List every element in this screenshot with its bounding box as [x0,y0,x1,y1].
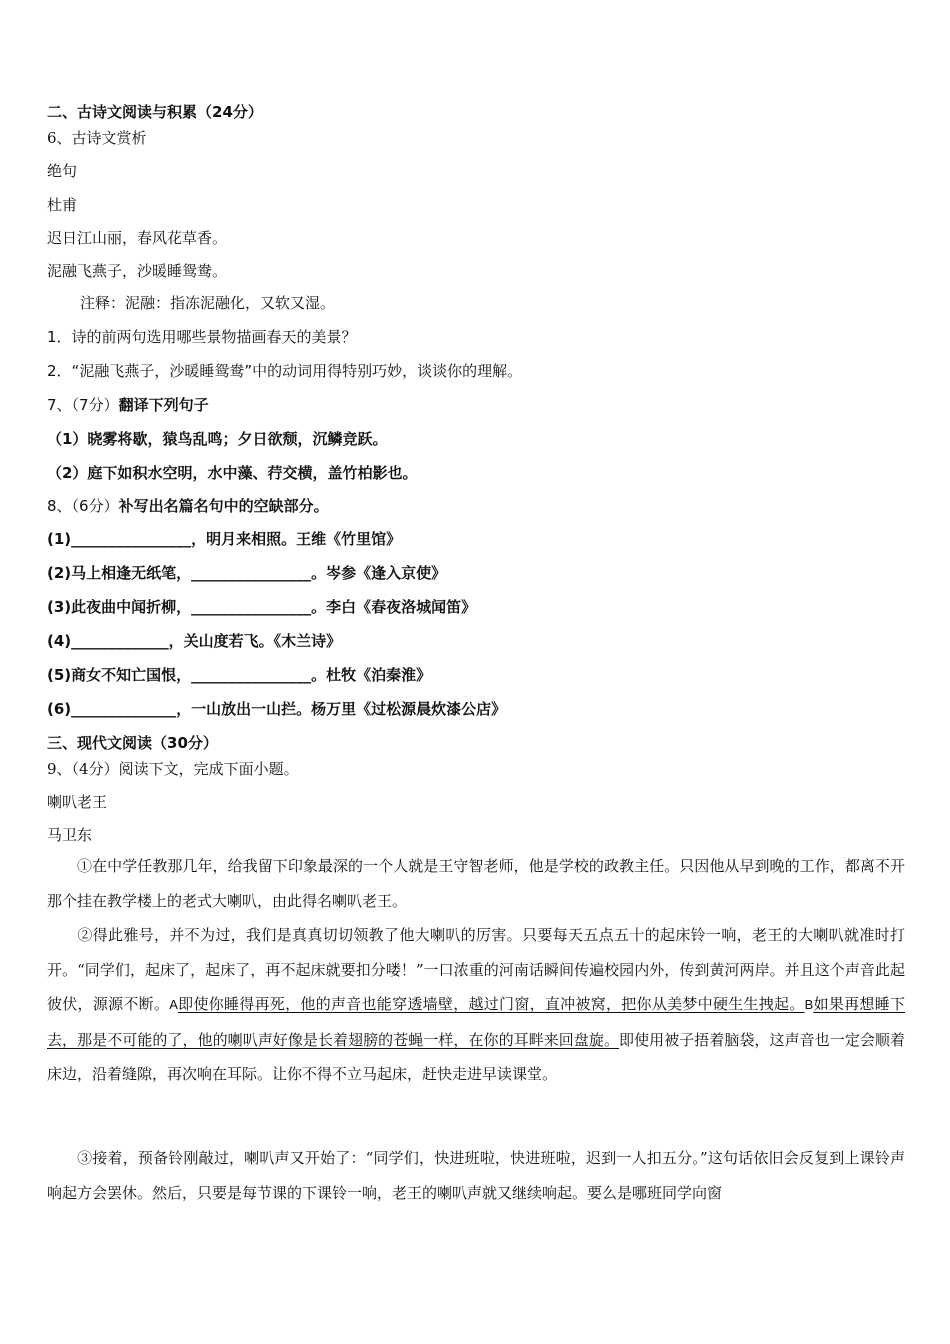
poem-note: 注释：泥融：指冻泥融化，又软又湿。 [80,294,336,312]
q8-prefix: 8、（6分） [47,497,119,515]
poem-line-1: 迟日江山丽，春风花草香。 [47,229,228,247]
article-paragraph-2 [47,918,905,1092]
paragraph-2-outro: 即使用被子捂着脑袋，这声音也一定会顺着床边，沿着缝隙，再次响在耳际。让你不得不立马起床，赶快走进早读课堂。 [47,1030,905,1083]
q8-item-5: (5)商女不知亡国恨，________________。杜牧《泊秦淮》 [47,666,432,684]
underline-label-b: B [804,997,814,1012]
q8-item-6: (6)______________，一山放出一山拦。杨万里《过松源晨炊漆公店》 [47,700,507,718]
q7-sentence-2: （2）庭下如积水空明，水中藻、荇交横，盖竹柏影也。 [47,464,418,482]
q7-heading-line [47,395,209,415]
q8-item-4: (4)_____________，关山度若飞。《木兰诗》 [47,632,342,650]
q7-sentence-1: （1）晓雾将歇，猿鸟乱鸣；夕日欲颓，沉鳞竞跃。 [47,430,388,448]
q8-item-1: (1)________________，明月来相照。王维《竹里馆》 [47,530,402,548]
article-title: 喇叭老王 [47,793,108,811]
q7-prefix: 7、（7分） [47,396,119,414]
article-paragraph-3 [47,1141,905,1210]
paragraph-3-text: ③接着，预备铃刚敲过，喇叭声又开始了：“同学们，快进班啦，快进班啦，迟到一人扣五分。”这句话依旧会反复到上课铃声响起方会罢休。然后，只要是每节课的下课铃一响，老王的喇叭声就又继续响起。要么是哪班同学向窗 [47,1149,905,1202]
q8-heading-line [47,496,329,516]
paragraph-1-text: ①在中学任教那几年，给我留下印象最深的一个人就是王守智老师，他是学校的政教主任。只因他从早到晚的工作，都离不开那个挂在教学楼上的老式大喇叭，由此得名喇叭老王。 [47,857,905,910]
underline-label-a: A [169,997,178,1012]
poem-author: 杜甫 [47,196,78,214]
paragraph-2-intro: ②得此雅号，并不为过，我们是真真切切领教了他大喇叭的厉害。只要每天五点五十的起床铃一响，老王的大喇叭就准时打开。“同学们，起床了，起床了，再不起床就要扣分喽！”一口浓重的河南话瞬间传遍校园内外，传到黄河两岸。并且这个声音此起彼伏，源源不断。 [47,926,905,1013]
poem-title: 绝句 [47,162,78,180]
article-author: 马卫东 [47,826,93,844]
q8-item-3: (3)此夜曲中闻折柳，________________。李白《春夜洛城闻笛》 [47,598,477,616]
article-paragraph-1 [47,849,905,918]
q8-heading: 补写出名篇名句中的空缺部分。 [118,497,329,515]
section3-title: 三、现代文阅读（30分） [47,734,218,752]
q6-heading: 6、古诗文赏析 [47,129,147,147]
poem-line-2: 泥融飞燕子，沙暖睡鸳鸯。 [47,262,228,280]
underlined-sentence-a: 即使你睡得再死，他的声音也能穿透墙壁，越过门窗，直冲被窝，把你从美梦中硬生生拽起。 [177,995,805,1013]
q8-item-2: (2)马上相逢无纸笔，________________。岑参《逢入京使》 [47,564,447,582]
q9-heading: 9、（4分）阅读下文，完成下面小题。 [47,760,299,778]
underlined-sentence-b: 如果再想睡下去，那是不可能的了，他的喇叭声好像是长着翅膀的苍蝇一样，在你的耳畔来回盘旋。 [47,995,905,1049]
q6-sub-question-1: 1．诗的前两句选用哪些景物描画春天的美景？ [47,328,357,346]
section2-title: 二、古诗文阅读与积累（24分） [47,103,263,121]
q6-sub-question-2: 2．“泥融飞燕子，沙暖睡鸳鸯”中的动词用得特别巧妙，谈谈你的理解。 [47,362,523,380]
q7-heading: 翻译下列句子 [118,396,209,414]
